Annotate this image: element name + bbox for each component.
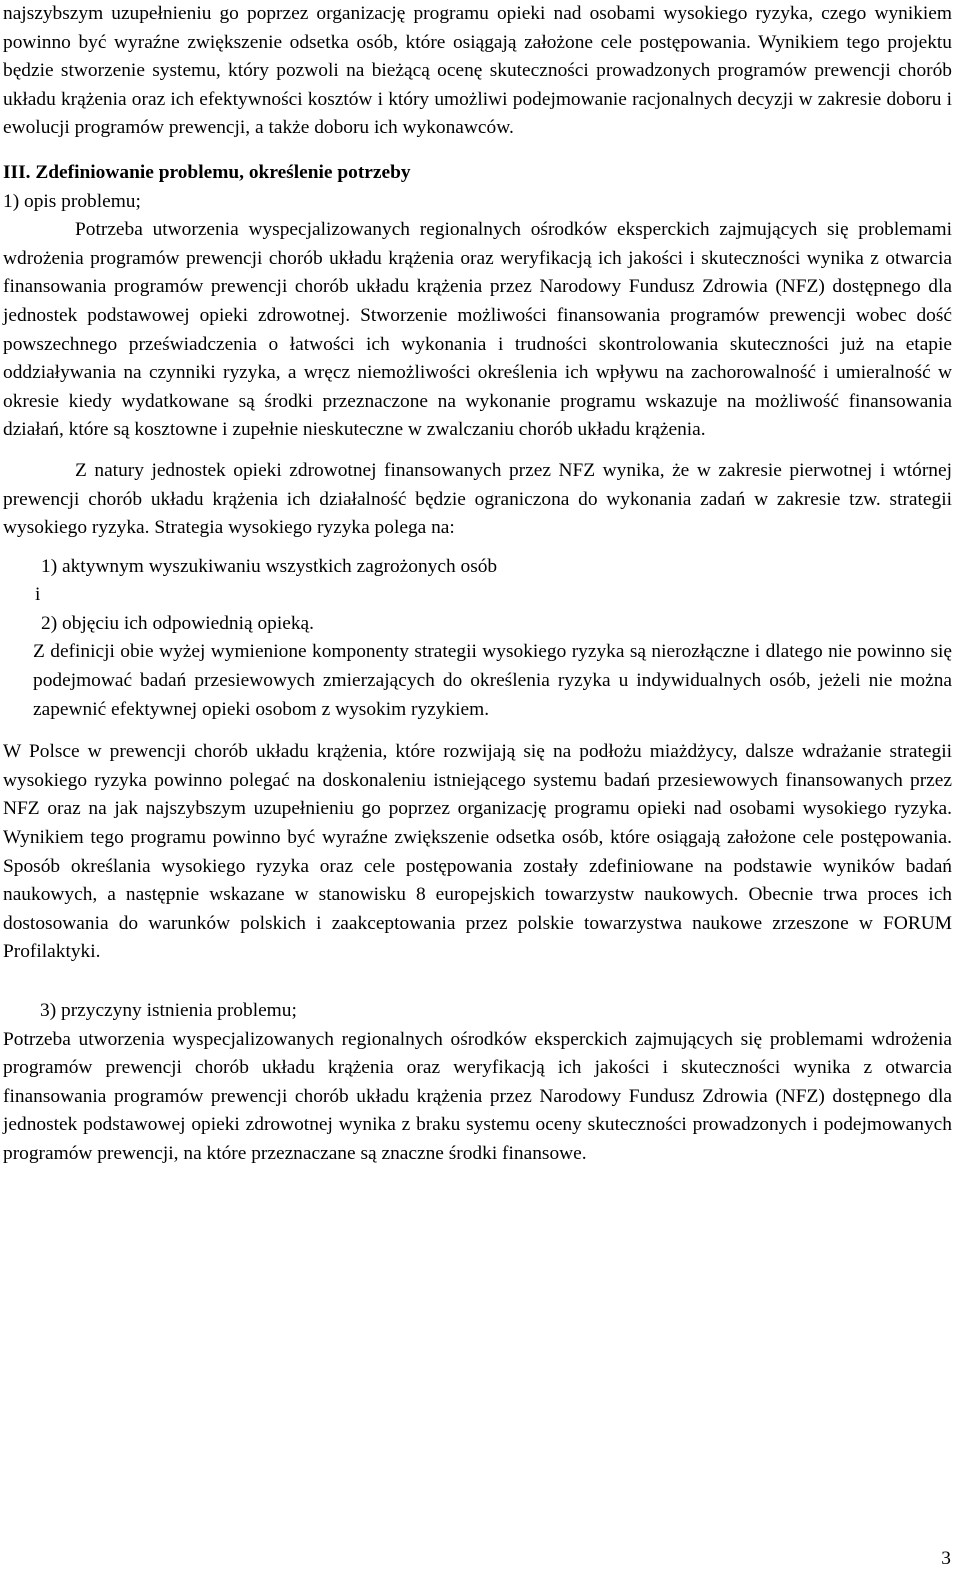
problem-paragraph-1: Potrzeba utworzenia wyspecjalizowanych regionalnych ośrodków eksperckich zajmujących się problemami wdrożenia programów prewencji chorób układu krążenia oraz weryfikacją ich jakości i skuteczności wynika z otwarcia finansowania programów prewencji chorób układu krążenia przez Narodowy Fundusz Zdrowia (NFZ) dostępnego dla jednostek podstawowej opieki zdrowotnej. Stworzenie możliwości finansowania programów prewencji wobec dość powszechnego przeświadczenia o łatwości ich wykonania i trudności skontrolowania skuteczności już na etapie oddziaływania na czynniki ryzyka, a wręcz niemożliwości określenia ich wpływu na zachorowalność i umieralność w okresie kiedy wydatkowane są środki przeznaczone na wykonanie programu wskazuje na możliwość finansowania działań, które są kosztowne i zupełnie nieskuteczne w zwalczaniu chorób układu krążenia. bbox=[3, 219, 952, 441]
document-page bbox=[3, 0, 952, 1169]
causes-paragraph: Potrzeba utworzenia wyspecjalizowanych regionalnych ośrodków eksperckich zajmujących się problemami wdrożenia programów prewencji chorób układu krążenia oraz weryfikacją ich jakości i skuteczności wynika z otwarcia finansowania programów prewencji chorób układu krążenia przez Narodowy Fundusz Zdrowia (NFZ) dostępnego dla jednostek podstawowej opieki zdrowotnej wynika z braku systemu oceny skuteczności prowadzonych i podejmowanych programów prewencji, na które przeznaczane są znaczne środki finansowe. bbox=[3, 1028, 952, 1164]
section-heading: III. Zdefiniowanie problemu, określenie potrzeby bbox=[3, 161, 411, 183]
poland-paragraph: W Polsce w prewencji chorób układu krążenia, które rozwijają się na podłożu miażdżycy, dalsze wdrażanie strategii wysokiego ryzyka powinno polegać na doskonaleniu istniejącego systemu badań przesiewowych finansowanych przez NFZ oraz na jak najszybszym uzupełnieniu go poprzez organizację programu opieki nad osobami wysokiego ryzyka. Wynikiem tego programu powinno być wyraźne zwiększenie odsetka osób, które osiągają założone cele postępowania. Sposób określania wysokiego ryzyka oraz cele postępowania zostały zdefiniowane na podstawie wyników badań naukowych, a następnie wskazane w stanowisku 8 europejskich towarzystw naukowych. Obecnie trwa proces ich dostosowania do warunków polskich i zaakceptowania przez polskie towarzystwa naukowe zrzeszone w FORUM Profilaktyki. bbox=[3, 741, 952, 963]
definition-paragraph: Z definicji obie wyżej wymienione komponenty strategii wysokiego ryzyka są nierozłączne i dlatego nie powinno się podejmować badań przesiewowych zmierzających do określenia ryzyka u indywidualnych osób, jeżeli nie można zapewnić efektywnej opieki osobom z wysokim ryzykiem. bbox=[33, 641, 952, 720]
problem-description-label: 1) opis problemu; bbox=[3, 190, 141, 212]
page-number: 3 bbox=[941, 1548, 951, 1569]
causes-label: 3) przyczyny istnienia problemu; bbox=[40, 1000, 297, 1021]
intro-paragraph: najszybszym uzupełnieniu go poprzez organizację programu opieki nad osobami wysokiego ryzyka, czego wynikiem powinno być wyraźne zwiększenie odsetka osób, które osiągają założone cele postępowania. Wynikiem tego projektu będzie stworzenie systemu, który pozwoli na bieżącą ocenę skuteczności prowadzonych programów prewencji chorób układu krążenia oraz ich efektywności kosztów i który umożliwi podejmowanie racjonalnych decyzji w zakresie doboru i ewolucji programów prewencji, a także doboru ich wykonawców. bbox=[3, 3, 952, 139]
list-item: 1) aktywnym wyszukiwaniu wszystkich zagrożonych osób bbox=[41, 555, 498, 577]
strategy-list bbox=[33, 553, 952, 639]
list-connector: i bbox=[35, 584, 41, 606]
list-item: 2) objęciu ich odpowiednią opieką. bbox=[41, 612, 315, 634]
problem-paragraph-2: Z natury jednostek opieki zdrowotnej finansowanych przez NFZ wynika, że w zakresie pierwotnej i wtórnej prewencji chorób układu krążenia ich działalność będzie ograniczona do wykonania zadań w zakresie tzw. strategii wysokiego ryzyka. Strategia wysokiego ryzyka polega na: bbox=[3, 459, 952, 539]
